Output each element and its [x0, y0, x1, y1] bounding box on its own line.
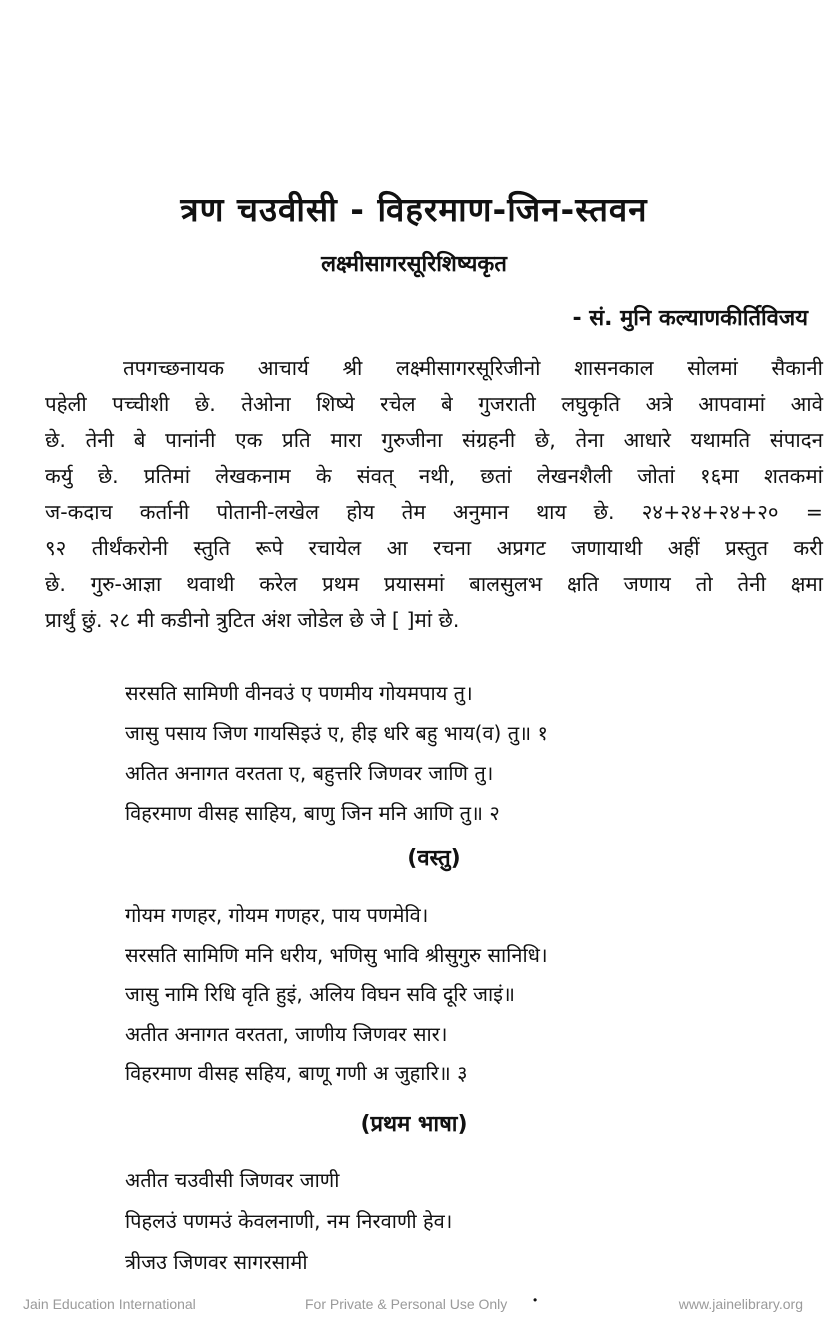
page-footer: [0, 1293, 828, 1318]
verse-line: अतीत अनागत वरतता, जाणीय जिणवर सार।: [125, 1021, 448, 1046]
scan-speck: •: [533, 1293, 538, 1307]
verse-line: अतीत चउवीसी जिणवर जाणी: [125, 1168, 340, 1192]
paragraph-line: छे. तेनी बे पानांनी एक प्रति मारा गुरुजीना संग्रहनी छे, तेना आधारे यथामति संपादन: [45, 428, 823, 452]
verse-line: गोयम गणहर, गोयम गणहर, पाय पणमेवि।: [125, 903, 429, 927]
page-title: त्रण चउवीसी - विहरमाण-जिन-स्तवन: [180, 190, 648, 229]
paragraph-line: प्रार्थुं छुं. २८ मी कडीनो त्रुटित अंश जोडेल छे जे [ ]मां छे.: [45, 608, 460, 632]
verse-line: जासु पसाय जिण गायसिइउं ए, हीइ धरि बहु भाय(व) तु॥ १: [125, 721, 548, 745]
verse-line: सरसति सामिणि मनि धरीय, भणिसु भावि श्रीसुगुरु सानिधि।: [125, 942, 548, 967]
verse-line: पिहलउं पणमउं केवलनाणी, नम निरवाणी हेव।: [125, 1209, 453, 1233]
verse-block-2: [125, 896, 548, 1094]
paragraph-line: पहेली पच्चीशी छे. तेओना शिष्ये रचेल बे गुजराती लघुकृति अत्रे आपवामां आवे: [45, 392, 823, 416]
section-heading-prathama-bhasha: (प्रथम भाषा): [360, 1112, 468, 1137]
footer-publisher: Jain Education International: [23, 1296, 196, 1312]
verse-line: त्रीजउ जिणवर सागरसामी: [125, 1250, 308, 1274]
verse-line: सरसति सामिणी वीनवउं ए पणमीय गोयमपाय तु।: [125, 681, 473, 705]
page-subtitle: लक्ष्मीसागरसूरिशिष्यकृत: [321, 252, 507, 277]
paragraph-line: ज-कदाच कर्तानी पोतानी-लखेल होय तेम अनुमान थाय छे. २४+२४+२४+२० =: [45, 500, 823, 524]
verse-line: जासु नामि रिधि वृति हुइं, अलिय विघन सवि दूरि जाइं॥: [125, 982, 515, 1006]
paragraph-line: तपगच्छनायक आचार्य श्री लक्ष्मीसागरसूरिजीनो शासनकाल सोलमां सैकानी: [123, 356, 823, 380]
section-heading-vastu: (वस्तु): [407, 846, 461, 871]
paragraph-line: कर्यु छे. प्रतिमां लेखकनाम के संवत् नथी, छतां लेखनशैली जोतां १६मा शतकमां: [45, 464, 823, 488]
footer-usage-notice: For Private & Personal Use Only: [305, 1296, 508, 1312]
verse-block-3: [125, 1160, 452, 1283]
verse-block-1: [125, 673, 548, 833]
paragraph-line: छे. गुरु-आज्ञा थवाथी करेल प्रथम प्रयासमां बालसुलभ क्षति जणाय तो तेनी क्षमा: [45, 572, 823, 596]
footer-website-link[interactable]: www.jainelibrary.org: [678, 1296, 803, 1312]
paragraph-line: ९२ तीर्थंकरोनी स्तुति रूपे रचायेल आ रचना अप्रगट जणायाथी अहीं प्रस्तुत करी: [45, 536, 823, 560]
verse-line: विहरमाण वीसह सहिय, बाणू गणी अ जुहारि॥ ३: [125, 1061, 468, 1085]
intro-paragraph: [45, 350, 823, 638]
verse-line: अतित अनागत वरतता ए, बहुत्तरि जिणवर जाणि तु।: [125, 761, 494, 785]
editor-credit: - सं. मुनि कल्याणकीर्तिविजय: [572, 306, 808, 331]
verse-line: विहरमाण वीसह साहिय, बाणु जिन मनि आणि तु॥ २: [125, 801, 500, 825]
